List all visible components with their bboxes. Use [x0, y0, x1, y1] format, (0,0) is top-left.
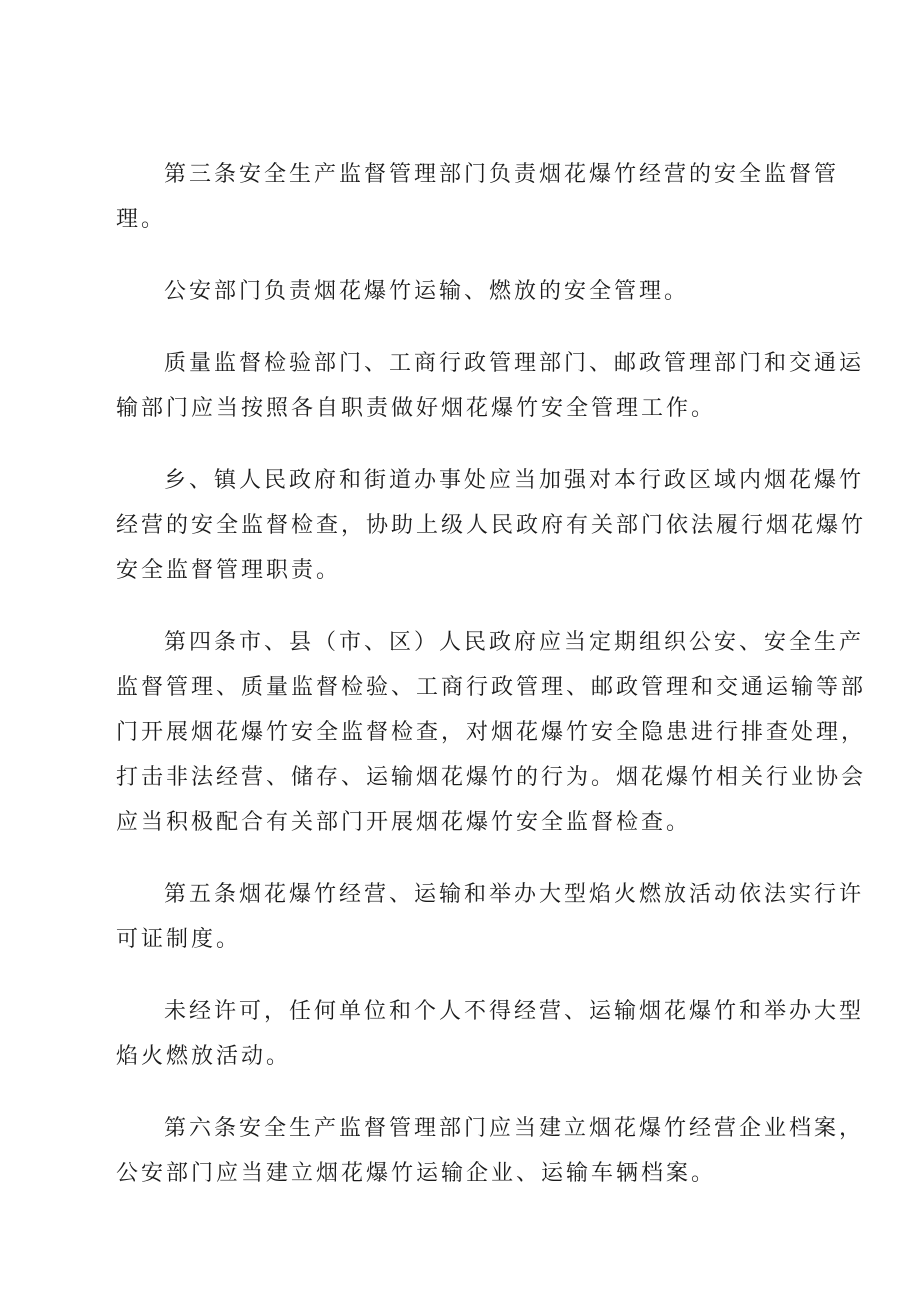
document-body: [116, 152, 867, 1223]
paragraph-article-3: [116, 152, 840, 242]
text-line: 打击非法经营、储存、运输烟花爆竹的行为。烟花爆竹相关行业协会: [116, 765, 867, 790]
paragraph-quality-supervision: [116, 341, 865, 431]
paragraph-article-6: [116, 1106, 865, 1196]
text-line: 公安部门应当建立烟花爆竹运输企业、运输车辆档案。: [116, 1161, 717, 1186]
text-line: 监督管理、质量监督检验、工商行政管理、邮政管理和交通运输等部: [116, 675, 867, 700]
text-line: 第六条安全生产监督管理部门应当建立烟花爆竹经营企业档案，: [164, 1116, 865, 1141]
text-line: 第三条安全生产监督管理部门负责烟花爆竹经营的安全监督管: [164, 162, 840, 187]
text-line: 第四条市、县（市、区）人民政府应当定期组织公安、安全生产: [164, 630, 865, 655]
text-line: 安全监督管理职责。: [116, 558, 342, 583]
paragraph-public-security: [116, 269, 816, 314]
text-line: 第五条烟花爆竹经营、运输和举办大型焰火燃放活动依法实行许: [164, 882, 865, 907]
text-line: 乡、镇人民政府和街道办事处应当加强对本行政区域内烟花爆竹: [164, 468, 865, 493]
paragraph-article-5: [116, 872, 865, 962]
text-line: 未经许可，任何单位和个人不得经营、运输烟花爆竹和举办大型: [164, 999, 865, 1024]
text-line: 质量监督检验部门、工商行政管理部门、邮政管理部门和交通运: [164, 351, 865, 376]
text-line: 经营的安全监督检查，协助上级人民政府有关部门依法履行烟花爆竹: [116, 513, 867, 538]
paragraph-article-4: [116, 620, 867, 845]
text-line: 公安部门负责烟花爆竹运输、燃放的安全管理。: [164, 279, 690, 304]
text-line: 可证制度。: [116, 927, 242, 952]
text-line: 应当积极配合有关部门开展烟花爆竹安全监督检查。: [116, 810, 692, 835]
paragraph-no-permit: [116, 989, 865, 1079]
text-line: 输部门应当按照各自职责做好烟花爆竹安全管理工作。: [116, 396, 717, 421]
paragraph-township-government: [116, 458, 867, 593]
text-line: 焰火燃放活动。: [116, 1044, 292, 1069]
text-line: 理。: [116, 207, 167, 232]
text-line: 门开展烟花爆竹安全监督检查，对烟花爆竹安全隐患进行排查处理，: [116, 720, 867, 745]
